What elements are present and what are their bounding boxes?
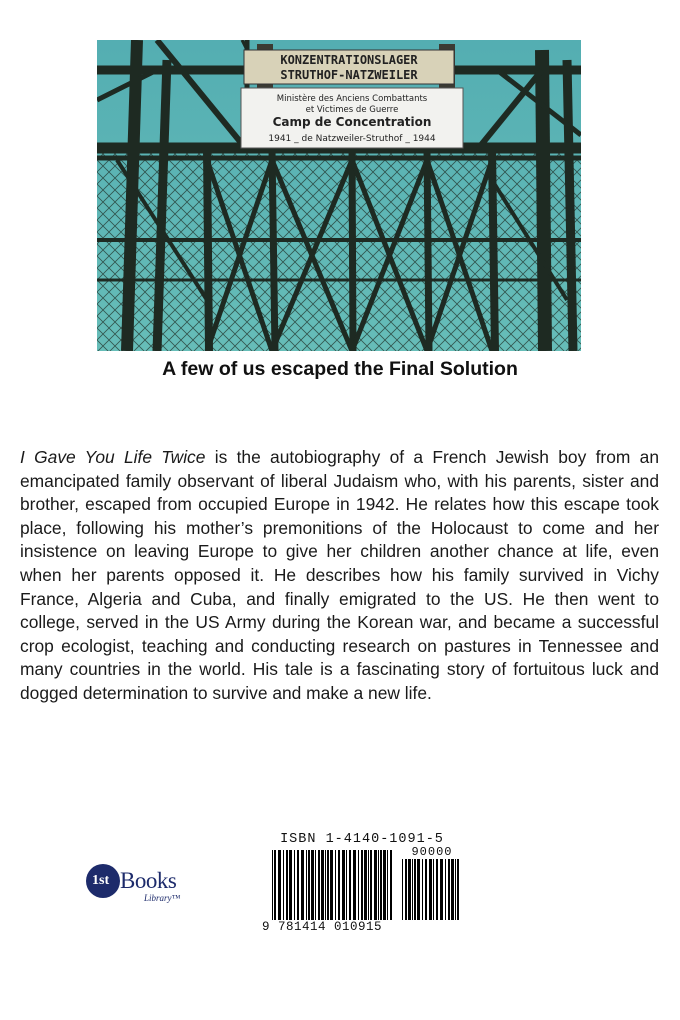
publisher-logo: [86, 862, 196, 906]
cover-photo: [97, 40, 581, 351]
sign-text-konzentrationslager: KONZENTRATIONSLAGER: [280, 53, 418, 67]
sign-text-ministere: Ministère des Anciens Combattants: [276, 94, 428, 104]
price-code: 90000: [411, 845, 453, 859]
photo-caption: A few of us escaped the Final Solution: [162, 358, 518, 380]
barcode-addon-bars: [402, 859, 460, 920]
sign-text-camp: Camp de Concentration: [272, 115, 432, 129]
description-text: is the autobiography of a French Jewish boy from an emancipated family observant of liberal Judaism who, with his parents, sister and brother, escaped from occupied Europe in 1942. He relates how this escape took place, following his mother’s premonitions of the Holocaust to come and her insistence on leaving Europe to give her children another chance at life, even when her parents opposed it. He describes how his family survived in Vichy France, Algeria and Cuba, and finally emigrated to the US. He then went to college, served in the US Army during the Korean war, and became a successful crop ecologist, teaching and conducting research on pastures in Tennessee and many countries in the world. His tale is a fascinating story of fortuitous luck and dogged determination to survive and make a new life.: [20, 447, 659, 703]
ean-number: 9 781414 010915: [262, 920, 383, 934]
publisher-logo-name: Books: [120, 868, 177, 893]
book-description: [20, 446, 659, 706]
book-title: I Gave You Life Twice: [20, 447, 206, 467]
isbn-barcode: [262, 832, 462, 936]
sign-text-struthof: STRUTHOF-NATZWEILER: [280, 68, 418, 82]
publisher-logo-number: 1st: [92, 873, 110, 888]
barcode-bars: [272, 850, 394, 920]
sign-text-dates: 1941 _ de Natzweiler-Struthof _ 1944: [268, 134, 436, 144]
sign-text-victimes: et Victimes de Guerre: [305, 105, 399, 115]
publisher-logo-sub: Library™: [144, 893, 181, 903]
isbn-number: ISBN 1-4140-1091-5: [280, 832, 444, 847]
